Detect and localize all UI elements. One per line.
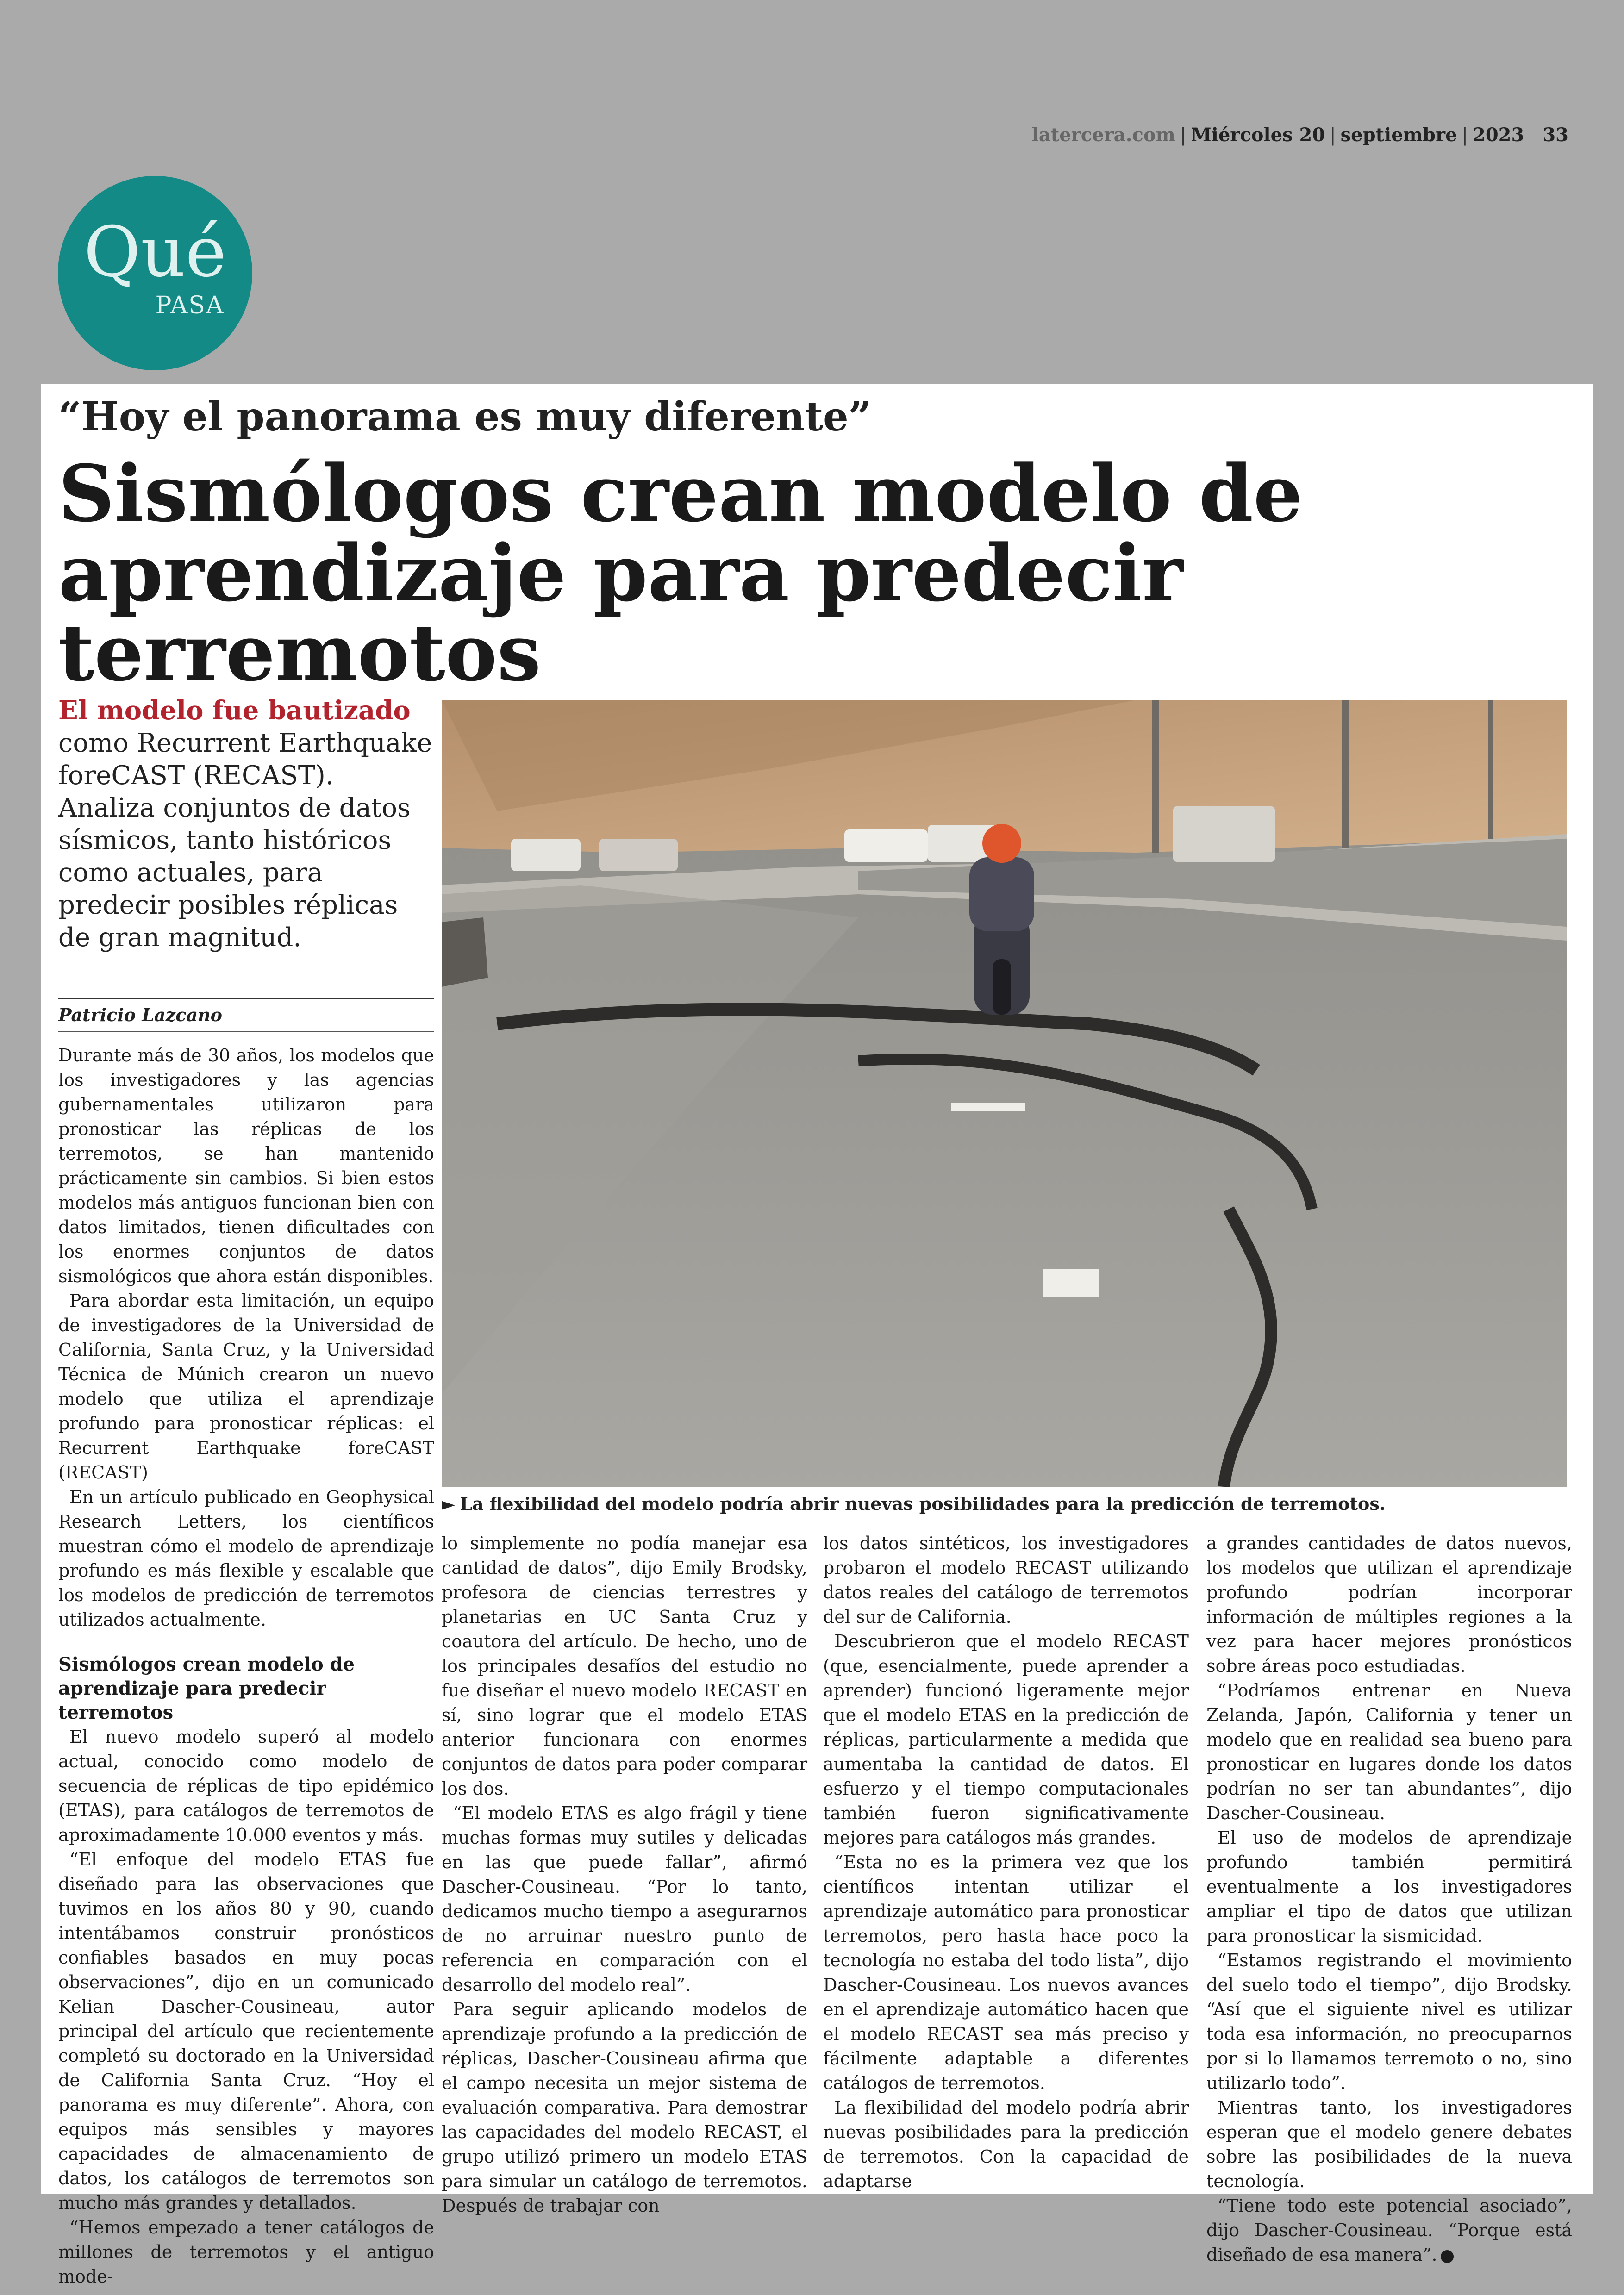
paragraph: “Podríamos entrenar en Nueva Zelanda, Japón, California y tener un modelo que en realidad sea bueno para pronosticar en lugares donde los datos podrían no ser tan abundantes”, dijo Dascher-Cousineau. [1206,1680,1572,1823]
article-kicker: “Hoy el panorama es muy diferente” [58,393,872,440]
article-column-4 [1206,1531,1572,2267]
end-mark-icon [1441,2250,1454,2263]
paragraph: Mientras tanto, los investigadores esperan que el modelo genere debates sobre las posibilidades de la nueva tecnología. [1206,2097,1572,2191]
paragraph: “El modelo ETAS es algo frágil y tiene muchas formas muy sutiles y delicadas en las que puede fallar”, afirmó Dascher-Cousineau. “Por lo tanto, dedicamos mucho tiempo a asegurarnos de no arruinar nuestro punto de referencia en comparación con el desarrollo del modelo real”. [442,1803,807,1995]
article-column-1 [58,1043,434,2289]
article-panel [41,384,1593,2287]
photo-illustration [442,700,1567,1487]
article-subhead: Sismólogos crean modelo de aprendizaje para predecir terremotos [58,1653,355,1723]
article-lead [58,694,438,954]
paragraph: Para abordar esta limitación, un equipo de investigadores de la Universidad de California, Santa Cruz, y la Universidad Técnica de Múnich crearon un nuevo modelo que utiliza el aprendizaje profundo para pronosticar réplicas: el Recurrent Earthquake foreCAST (RECAST) [58,1291,434,1483]
page-number: 33 [1543,124,1568,146]
caption-text: La flexibilidad del modelo podría abrir nuevas posibilidades para la predicción de terremotos. [460,1493,1386,1514]
paragraph: La flexibilidad del modelo podría abrir nuevas posibilidades para la predicción de terremotos. Con la capacidad de adaptarse [823,2097,1189,2191]
caption-arrow-icon: ► [442,1493,456,1514]
paragraph: Para seguir aplicando modelos de aprendizaje profundo a la predicción de réplicas, Dascher-Cousineau afirma que el campo necesita un mejor sistema de evaluación comparativa. Para demostrar las capacidades del modelo RECAST, el grupo utilizó primero un modelo ETAS para simular un catálogo de terremotos. Después de trabajar con [442,1999,807,2216]
paragraph: “Esta no es la primera vez que los científicos intentan utilizar el aprendizaje automático para pronosticar terremotos, pero hasta hace poco la tecnología no estaba del todo lista”, dijo Dascher-Cousineau. Los nuevos avances en el aprendizaje automático hacen que el modelo RECAST sea más preciso y fácilmente adaptable a diferentes catálogos de terremotos. [823,1852,1189,2093]
paragraph: “Tiene todo este potencial asociado”, dijo Dascher-Cousineau. “Porque está diseñado de esa manera”. [1206,2195,1572,2265]
paragraph: El nuevo modelo superó al modelo actual, conocido como modelo de secuencia de réplicas de tipo epidémico (ETAS), para catálogos de terremotos de aproximadamente 10.000 eventos y más. [58,1727,434,1845]
paragraph: los datos sintéticos, los investigadores probaron el modelo RECAST utilizando datos reales del catálogo de terremotos del sur de California. [823,1533,1189,1627]
page-header: latercera.com | Miércoles 20 | septiembre | 2023 33 [1031,124,1568,146]
paragraph: a grandes cantidades de datos nuevos, los modelos que utilizan el aprendizaje profundo podrían incorporar información de múltiples regiones a la vez para hacer mejores pronósticos sobre áreas poco estudiadas. [1206,1533,1572,1676]
paragraph: “Estamos registrando el movimiento del suelo todo el tiempo”, dijo Brodsky. “Así que el siguiente nivel es utilizar toda esa información, no preocuparnos por si lo llamamos terremoto o no, sino utilizarlo todo”. [1206,1950,1572,2093]
paragraph: “Hemos empezado a tener catálogos de millones de terremotos y el antiguo mode- [58,2217,434,2287]
date-month: septiembre [1340,124,1457,146]
lead-text: como Recurrent Earthquake foreCAST (RECAST). Analiza conjuntos de datos sísmicos, tanto históricos como actuales, para predecir posibles réplicas de gran magnitud. [58,728,432,953]
author-rule-top [58,998,434,999]
paragraph: “El enfoque del modelo ETAS fue diseñado para las observaciones que tuvimos en los años 80 y 90, cuando intentábamos construir pronósticos confiables basados en muy pocas observaciones”, dijo en un comunicado Kelian Dascher-Cousineau, autor principal del artículo que recientemente completó su doctorado en la Universidad de California Santa Cruz. “Hoy el panorama es muy diferente”. Ahora, con equipos más sensibles y mayores capacidades de almacenamiento de datos, los catálogos de terremotos son mucho más grandes y detallados. [58,1849,434,2213]
date-day: Miércoles 20 [1191,124,1325,146]
article-column-3 [823,1531,1189,2194]
article-headline: Sismólogos crean modelo de aprendizaje para predecir terremotos [58,448,1303,698]
paragraph: Durante más de 30 años, los modelos que los investigadores y las agencias gubernamentales utilizaron para pronosticar las réplicas de los terremotos, se han mantenido prácticamente sin cambios. Si bien estos modelos más antiguos funcionan bien con datos limitados, tienen dificultades con los enormes conjuntos de datos sismológicos que ahora están disponibles. [58,1045,434,1286]
paragraph: En un artículo publicado en Geophysical Research Letters, los científicos muestran cómo el modelo de aprendizaje profundo es más flexible y escalable que los modelos de predicción de terremotos utilizados actualmente. [58,1487,434,1630]
date-year: 2023 [1473,124,1524,146]
logo-line2: PASA [155,292,225,319]
earthquake-road-photo [442,700,1567,1487]
article-author: Patricio Lazcano [58,1004,222,1025]
paragraph: El uso de modelos de aprendizaje profundo también permitirá eventualmente a los investigadores ampliar el tipo de datos que utilizan para pronosticar la sismicidad. [1206,1827,1572,1946]
paragraph: Descubrieron que el modelo RECAST (que, esencialmente, puede aprender a aprender) funcionó ligeramente mejor que el modelo ETAS en la predicción de réplicas, particularmente a medida que aumentaba la cantidad de datos. El esfuerzo y el tiempo computacionales también fueron significativamente mejores para catálogos más grandes. [823,1631,1189,1848]
article-column-2 [442,1531,807,2218]
author-rule-bottom [58,1031,434,1032]
paragraph: lo simplemente no podía manejar esa cantidad de datos”, dijo Emily Brodsky, profesora de ciencias terrestres y planetarias en UC Santa Cruz y coautora del artículo. De hecho, uno de los principales desafíos del estudio no fue diseñar el nuevo modelo RECAST en sí, sino lograr que el modelo ETAS anterior funcionara con enormes conjuntos de datos para poder comparar los dos. [442,1533,807,1799]
que-pasa-logo [58,176,252,370]
site-name: latercera.com [1031,124,1175,146]
logo-line1: Qué [83,212,227,293]
photo-caption [442,1493,1571,1514]
lead-highlight: El modelo fue bautizado [58,695,411,726]
